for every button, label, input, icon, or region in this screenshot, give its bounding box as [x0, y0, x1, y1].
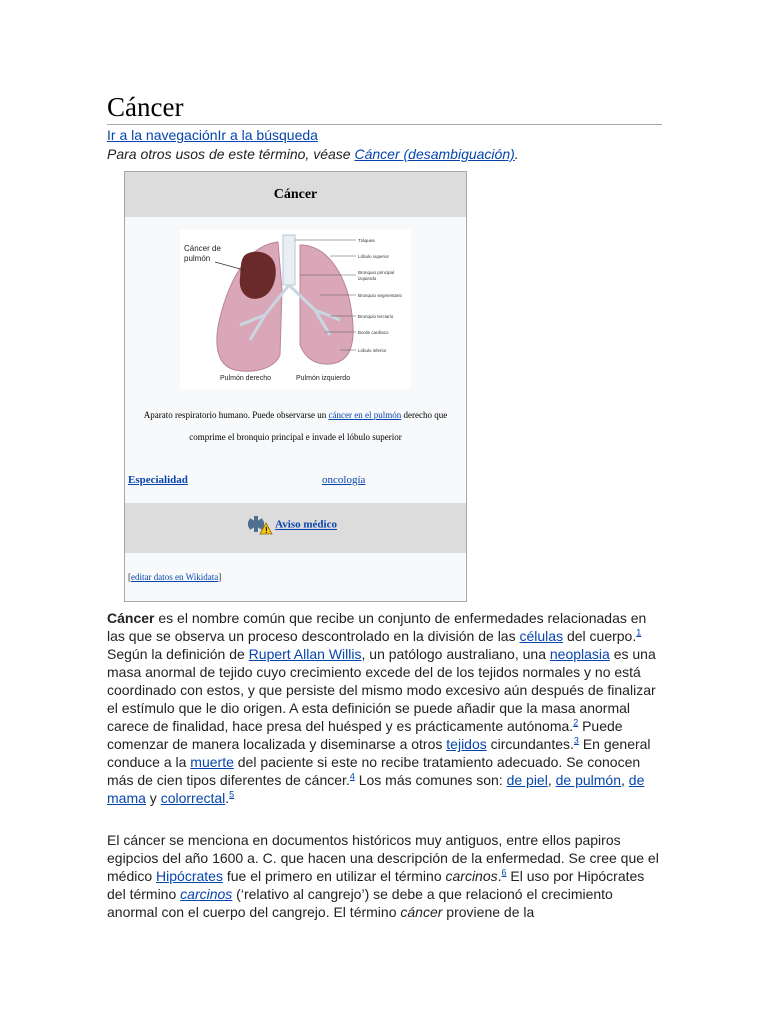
bracket: ]: [218, 572, 222, 582]
reference-sup: [636, 627, 641, 637]
intro-paragraph: [107, 609, 662, 807]
link-carcinos[interactable]: carcinos: [180, 886, 233, 902]
page-title: Cáncer: [107, 92, 662, 125]
caption-text-end: derecho que comprime el bronquio principal e invade el lóbulo superior: [189, 410, 448, 442]
infobox-title: Cáncer: [125, 172, 466, 217]
part-label: Tráquea: [358, 238, 375, 243]
link-rupert-allan-willis[interactable]: Rupert Allan Willis: [248, 646, 362, 662]
part-label: Lóbulo superior: [358, 254, 390, 259]
hatnote: [107, 146, 519, 163]
jump-links: [107, 127, 318, 144]
paragraph-text: Según la definición de: [107, 646, 249, 662]
link-celulas[interactable]: células: [519, 628, 564, 644]
link-colorrectal[interactable]: colorrectal: [160, 790, 226, 806]
disambiguation-link[interactable]: Cáncer (desambiguación): [354, 146, 515, 162]
hatnote-suffix: .: [514, 146, 519, 162]
cancer-label-line2: pulmón: [184, 254, 211, 263]
paragraph-text: es una masa anormal de tejido cuyo crecimiento excede del de los tejidos normales y no está coordinado con estos, y que persiste del mismo modo excesivo aún después de finalizar el estímulo que le dio origen. A esta definición se puede añadir que la masa anormal carece de finalidad, hace presa del huésped y es prácticamente autónoma.: [107, 646, 656, 734]
part-label: Bronquio terciario: [358, 314, 394, 319]
link-muerte[interactable]: muerte: [190, 754, 234, 770]
ref-2[interactable]: 2: [573, 717, 579, 728]
paragraph-text: El cáncer se menciona en documentos históricos muy antiguos, entre ellos papiros egipcios del año 1600 a. C. que hacen una descripción de la enfermedad. Se cree que el médico: [107, 832, 659, 884]
paragraph-text: del paciente si este no recibe tratamiento adecuado. Se conocen más de cien tipos diferentes de cáncer.: [107, 754, 641, 788]
part-label: Lóbulo inferior: [358, 348, 387, 353]
left-lung-label: Pulmón izquierdo: [296, 375, 351, 382]
ref-4[interactable]: 4: [349, 771, 355, 782]
caption-text: Aparato respiratorio humano. Puede observarse un: [143, 410, 329, 420]
ref-3[interactable]: 3: [573, 735, 579, 746]
infobox: [124, 171, 467, 602]
medical-warning-link[interactable]: Aviso médico: [275, 518, 337, 531]
paragraph-text: .: [225, 790, 230, 806]
infobox-caption: [133, 404, 458, 448]
paragraph-text: ,: [621, 772, 629, 788]
part-label: izquierdo: [358, 276, 377, 281]
medical-warning-row: [125, 503, 466, 553]
paragraph-text: Los más comunes son:: [354, 772, 507, 788]
specialty-value-link[interactable]: oncología: [322, 474, 366, 486]
paragraph-text: Puede comenzar de manera localizada y diseminarse a otros: [107, 718, 623, 752]
link-hipocrates[interactable]: Hipócrates: [156, 868, 223, 884]
cancer-label-line1: Cáncer de: [184, 244, 221, 253]
medical-warning-icon: [247, 519, 275, 535]
lung-cancer-illustration[interactable]: [180, 230, 411, 389]
link-de-pulmon[interactable]: de pulmón: [555, 772, 622, 788]
paragraph-text: El uso por Hipócrates del término: [107, 868, 645, 902]
part-label: Borde cardíaco: [358, 330, 389, 335]
hatnote-text: Para otros usos de este término, véase: [107, 146, 355, 162]
ref-1[interactable]: 1: [636, 627, 642, 638]
ref-5[interactable]: 5: [229, 789, 235, 800]
paragraph-text: proviene de la: [442, 904, 535, 920]
jump-to-search-link[interactable]: Ir a la búsqueda: [217, 127, 318, 143]
paragraph-text: .: [497, 868, 502, 884]
lung-cancer-link[interactable]: cáncer en el pulmón: [328, 410, 402, 420]
link-neoplasia[interactable]: neoplasia: [549, 646, 610, 662]
paragraph-text: es el nombre común que recibe un conjunto de enfermedades relacionadas en las que se observa un proceso descontrolado en la división de las: [107, 610, 647, 644]
paragraph-text: fue el primero en utilizar el término: [222, 868, 446, 884]
edit-wikidata-link[interactable]: editar datos en Wikidata: [131, 572, 219, 582]
paragraph-text: En general conduce a la: [107, 736, 651, 770]
paragraph-text: (‘relativo al cangrejo’) se debe a que relacionó el crecimiento anormal con el cuerpo del cangrejo. El término: [107, 886, 613, 920]
paragraph-text: circundantes.: [486, 736, 574, 752]
history-paragraph: [107, 831, 662, 921]
paragraph-text: , un patólogo australiano, una: [361, 646, 550, 662]
part-label: Bronquio principal: [358, 270, 395, 275]
bracket: [: [128, 572, 131, 582]
paragraph-text: del cuerpo.: [563, 628, 637, 644]
link-de-piel[interactable]: de piel: [506, 772, 548, 788]
svg-text:!: !: [265, 526, 268, 535]
part-label: Bronquio segmentario: [358, 293, 403, 298]
term-cancer: cáncer: [400, 904, 443, 920]
link-de-mama[interactable]: de mama: [107, 772, 645, 806]
term-bold: Cáncer: [107, 610, 155, 626]
wikidata-edit: [128, 572, 221, 582]
ref-6[interactable]: 6: [501, 867, 507, 878]
specialty-label-link[interactable]: Especialidad: [128, 474, 188, 486]
term-carcinos: carcinos: [445, 868, 498, 884]
right-lung-label: Pulmón derecho: [220, 375, 271, 382]
paragraph-text: y: [145, 790, 161, 806]
link-tejidos[interactable]: tejidos: [446, 736, 487, 752]
jump-to-navigation-link[interactable]: Ir a la navegación: [107, 127, 218, 143]
paragraph-text: ,: [547, 772, 556, 788]
reference-sup: [229, 789, 234, 799]
